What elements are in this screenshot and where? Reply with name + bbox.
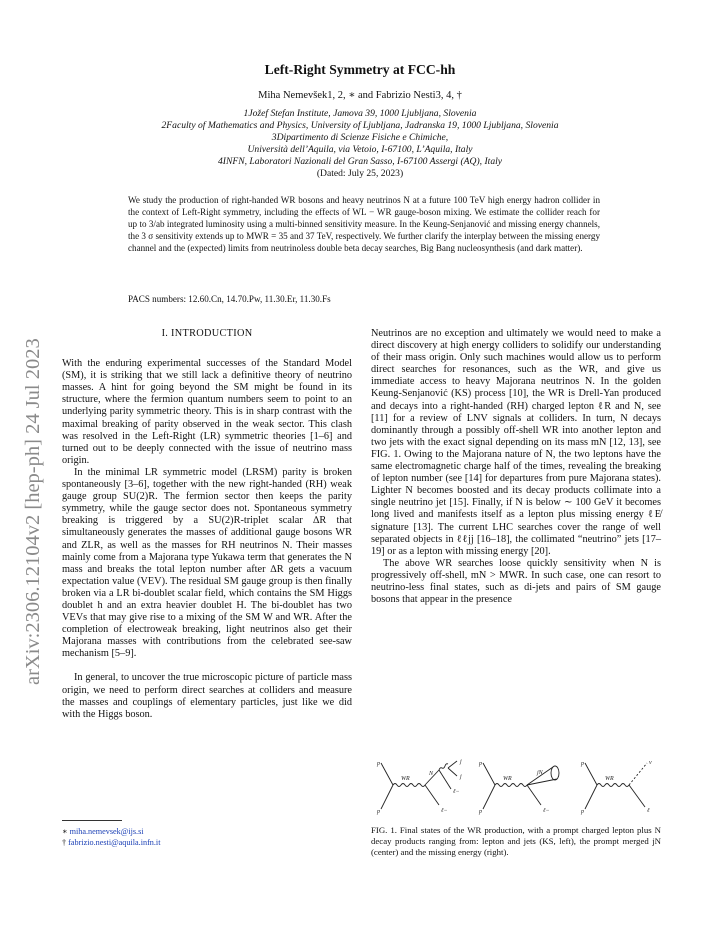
footnotes xyxy=(62,820,352,848)
email-link-nesti[interactable]: fabrizio.nesti@aquila.infn.it xyxy=(68,838,161,847)
paragraph: The above WR searches loose quickly sensitivity when N is progressively off-shell, mN > MWR. In such case, one can resort to neutrino-less final states, such as di-jets and pairs of SM gauge bosons that appear in the presence xyxy=(371,557,661,606)
paragraph: Neutrinos are no exception and ultimately we would need to make a direct discovery at high energy colliders to solidify our understanding of their mass origin. Only such machines would allow us to perform direct searches for resonances, such as the WR, and give us immediate access to heavy Majorana neutrinos N. In the golden Keung-Senjanović (KS) process [10], the WR is Drell-Yan produced and decays into a right-handed (RH) charged lepton ℓR and N, see [11] for a review of LNV signals at colliders. In turn, N decays dominantly through a possibly off-shell WR into another lepton and two jets with the exact signal depending on its mass mN [12, 13], see FIG. 1. Owing to the Majorana nature of N, the two leptons have the same electromagnetic charge half of the times, revealing the breaking of lepton number (see [14] for departures from pure Majorana states). Lighter N becomes boosted and its decay products collimate into a single neutrino jet [15]. Finally, if N is below ∼ 100 GeV it becomes long lived and manifests itself as a lepton plus missing energy ℓE̸ signature [13]. The current LHC searches cover the range of well separated objects in ℓℓjj [16–18], the collimated “neutrino” jets [17–19] or as a lepton with missing energy [20]. xyxy=(371,328,661,557)
arxiv-id: arXiv:2306.12104v2 [hep-ph] 24 Jul 2023 xyxy=(22,338,44,685)
label-p: p xyxy=(581,809,584,815)
affiliation-4: 4INFN, Laboratori Nazionali del Gran Sasso, I-67100 Assergi (AQ), Italy xyxy=(217,155,503,167)
email-link-nemevsek[interactable]: miha.nemevsek@ijs.si xyxy=(69,827,144,836)
label-p: p xyxy=(581,761,584,767)
label-n: N xyxy=(429,771,434,777)
label-wr: WR xyxy=(605,776,614,782)
label-wr: WR xyxy=(503,776,512,782)
paper-title: Left-Right Symmetry at FCC-hh xyxy=(264,62,456,77)
affiliation-3: 3Dipartimento di Scienze Fisiche e Chimiche, xyxy=(271,131,449,143)
affiliation-1: 1Jožef Stefan Institute, Jamova 39, 1000 Ljubljana, Slovenia xyxy=(243,108,477,119)
paragraph: In the minimal LR symmetric model (LRSM) parity is broken spontaneously [3–6], together with the new right-handed (RH) weak gauge group SU(2)R. The fermion sector then keeps the parity symmetry, while the gauge sector does not. Spontaneous symmetry breaking is triggered by a SU(2)R-triplet scalar ∆R that simultaneously generates the masses of additional gauge bosons WR and ZLR, as well as the masses for RH neutrinos N. Their masses mainly come from a Majorana type Yukawa term that generates the N mass and breaks the total lepton number after ∆R gets a vacuum expectation value (VEV). The residual SM gauge group is then finally broken via a LR bi-doublet scalar field, which contains the SM Higgs doublet h and an extra heavier doublet H. The bi-doublet has two VEVs that may give rise to a mixing of the SM W and WR. After the completion of electroweak breaking, light neutrinos also get their Majorana masses with contributions from the celebrated see-saw mechanism [5–9]. xyxy=(62,466,352,660)
affiliation-2: 2Faculty of Mathematics and Physics, University of Ljubljana, Jadranska 19, 1000 Ljubljana, Slovenia xyxy=(161,119,559,131)
label-p: p xyxy=(479,761,482,767)
right-column xyxy=(371,328,661,606)
abstract: We study the production of right-handed WR bosons and heavy neutrinos N at a future 100 TeV high energy hadron collider in the context of Left-Right symmetry, including the effects of WL − WR gauge-boson mixing. We estimate the collider reach for up to 3/ab integrated luminosity using a multi-binned sensitivity measure. In the Keung-Senjanović and missing energy channels, the 3 σ sensitivity extends up to MWR = 35 and 37 TeV, respectively. We further clarify the interplay between the missing energy channel and the (expected) limits from neutrinoless double beta decay searches, Big Bang nucleosynthesis (and dark matter). xyxy=(128,195,600,253)
figure-caption: FIG. 1. Final states of the WR production, with a prompt charged lepton plus N decay products ranging from: lepton and jets (KS, left), the prompt merged jN (center) and the missing energy (right). xyxy=(371,825,661,858)
feynman-diagrams xyxy=(371,755,661,817)
label-nu: ν xyxy=(649,760,652,766)
pacs-numbers: PACS numbers: 12.60.Cn, 14.70.Pw, 11.30.Er, 11.30.Fs xyxy=(128,294,331,304)
paragraph: In general, to uncover the true microscopic picture of particle mass origin, we need to perform direct searches at colliders and measure the masses and couplings of elementary particles, just like we did with the Higgs boson. xyxy=(62,672,352,720)
label-j: j xyxy=(460,774,462,780)
label-wr: WR xyxy=(401,776,410,782)
paragraph: With the enduring experimental successes of the Standard Model (SM), it is striking that we still lack a definitive theory of neutrino masses. A hint for going beyond the SM might be found in its structure, where the fermion quantum numbers seem to point to an underlying parity symmetric theory. This is in sharp contrast with the maximal breaking of parity observed in the weak sector. This clash was resolved in the Left-Right (LR) symmetric theories [1–6] and turned out to be deeply connected with the issue of neutrino mass origin. xyxy=(62,358,352,466)
label-lq: ℓ xyxy=(647,808,650,814)
label-l: ℓ− xyxy=(441,808,448,814)
label-p: p xyxy=(377,761,380,767)
label-l: ℓ− xyxy=(543,808,550,814)
affiliations xyxy=(60,108,660,179)
label-l: ℓ− xyxy=(453,789,460,795)
label-p: p xyxy=(377,809,380,815)
label-j: j xyxy=(460,759,462,765)
dated-line: (Dated: July 25, 2023) xyxy=(316,167,404,179)
label-p: p xyxy=(479,809,482,815)
section-heading: I. INTRODUCTION xyxy=(161,328,253,339)
footnote-mark: † xyxy=(62,838,67,847)
left-column xyxy=(62,328,352,721)
affiliation-3b: Università dell’Aquila, via Vetoio, I-67100, L’Aquila, Italy xyxy=(247,143,473,155)
author-line: Miha Nemevšek1, 2, ∗ and Fabrizio Nesti3, 4, † xyxy=(258,90,462,101)
label-jn: jN xyxy=(537,770,543,776)
footnote-mark: ∗ xyxy=(62,827,68,836)
arxiv-stamp xyxy=(12,230,48,690)
